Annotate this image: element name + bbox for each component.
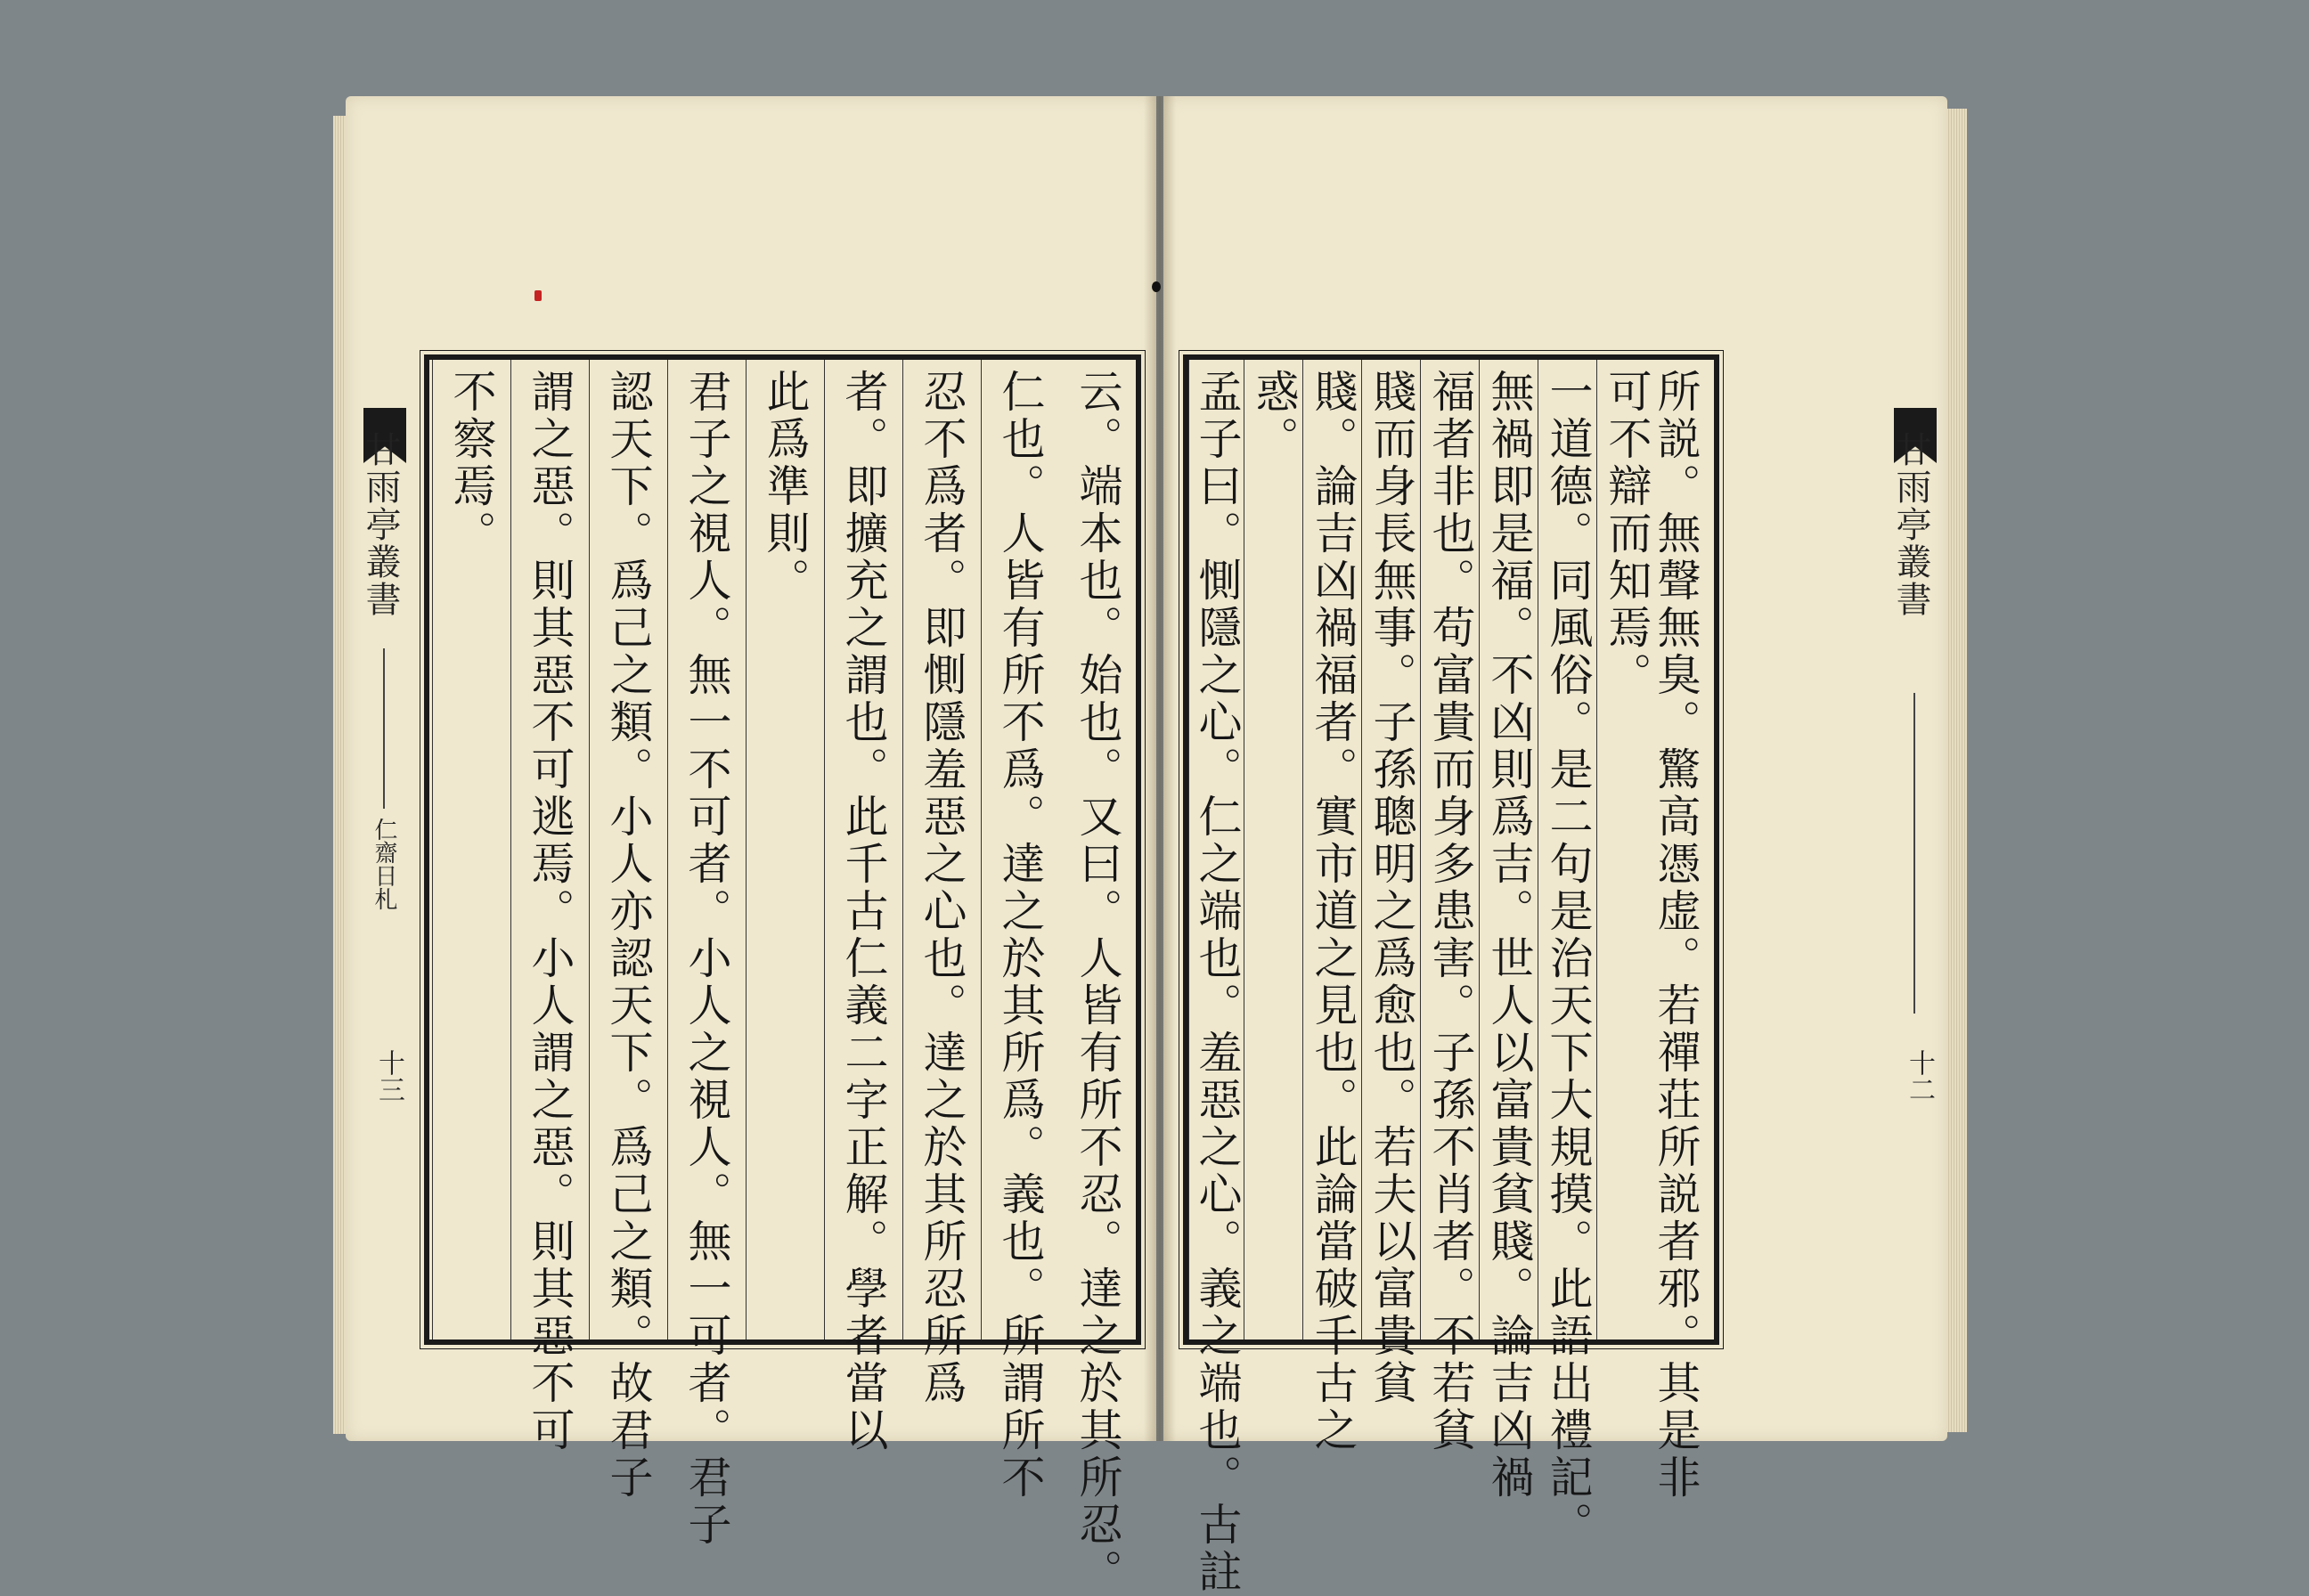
red-ink-mark	[534, 290, 542, 301]
text-column-1: 所説。無聲無臭。驚高憑虚。若禪荘所説者邪。其是非	[1651, 369, 1701, 1502]
left-page-hanshin	[360, 354, 406, 1334]
spine-rule	[383, 648, 385, 809]
binding-hole	[1152, 281, 1161, 292]
book-gutter	[1144, 96, 1176, 1441]
left-spine-title: 甘雨亭叢書	[360, 431, 401, 618]
text-column-3: 忍不爲者。即惻隱羞惡之心也。達之於其所忍所爲	[902, 360, 979, 1340]
text-column-8: 謂之惡。則其惡不可逃焉。小人謂之惡。則其惡不可	[510, 360, 587, 1340]
left-spine-page-number: 十三	[373, 1049, 404, 1103]
text-column-4: 無禍即是福。不凶則爲吉。世人以富貴貧賤。論吉凶禍	[1479, 360, 1538, 1340]
left-page	[346, 96, 1156, 1596]
text-column-6: 君子之視人。無一不可者。小人之視人。無一可者。君子	[667, 360, 744, 1340]
text-column-9: 孟子曰。惻隱之心。仁之端也。羞惡之心。義之端也。古註	[1188, 360, 1244, 1340]
right-page-hanshin	[1890, 354, 1937, 1334]
text-column-8: 惑。	[1244, 360, 1302, 1340]
left-text-frame	[424, 354, 1141, 1596]
text-column-4: 者。即擴充之謂也。此千古仁義二字正解。學者當以	[824, 360, 901, 1340]
spine-rule	[1913, 693, 1915, 1014]
text-column-2: 可不辯而知焉。	[1596, 360, 1655, 1340]
right-spine-page-number: 十二	[1904, 1049, 1935, 1103]
right-spine-title: 甘雨亭叢書	[1890, 431, 1931, 618]
text-column-3: 一道德。同風俗。是二句是治天下大規摸。此語出禮記。	[1538, 360, 1596, 1340]
text-column-5: 福者非也。苟富貴而身多患害。子孫不肖者。不若貧	[1420, 360, 1479, 1340]
text-column-7: 賤。論吉凶禍福者。實市道之見也。此論當破千古之	[1302, 360, 1361, 1340]
text-column-1: 云。端本也。始也。又曰。人皆有所不忍。達之於其所忍。	[1073, 369, 1123, 1596]
right-text-frame	[1183, 354, 1719, 1596]
text-column-6: 賤而身長無事。子孫聰明之爲愈也。若夫以富貴貧	[1361, 360, 1420, 1340]
left-spine-section: 仁齋日札	[371, 818, 397, 910]
open-book	[346, 96, 1947, 1596]
text-column-2: 仁也。人皆有所不爲。達之於其所爲。義也。所謂所不	[981, 360, 1057, 1340]
text-column-7: 認天下。爲己之類。小人亦認天下。爲己之類。故君子	[589, 360, 665, 1340]
text-column-5: 此爲準則。	[746, 360, 822, 1340]
text-column-9: 不察焉。	[432, 360, 509, 1340]
